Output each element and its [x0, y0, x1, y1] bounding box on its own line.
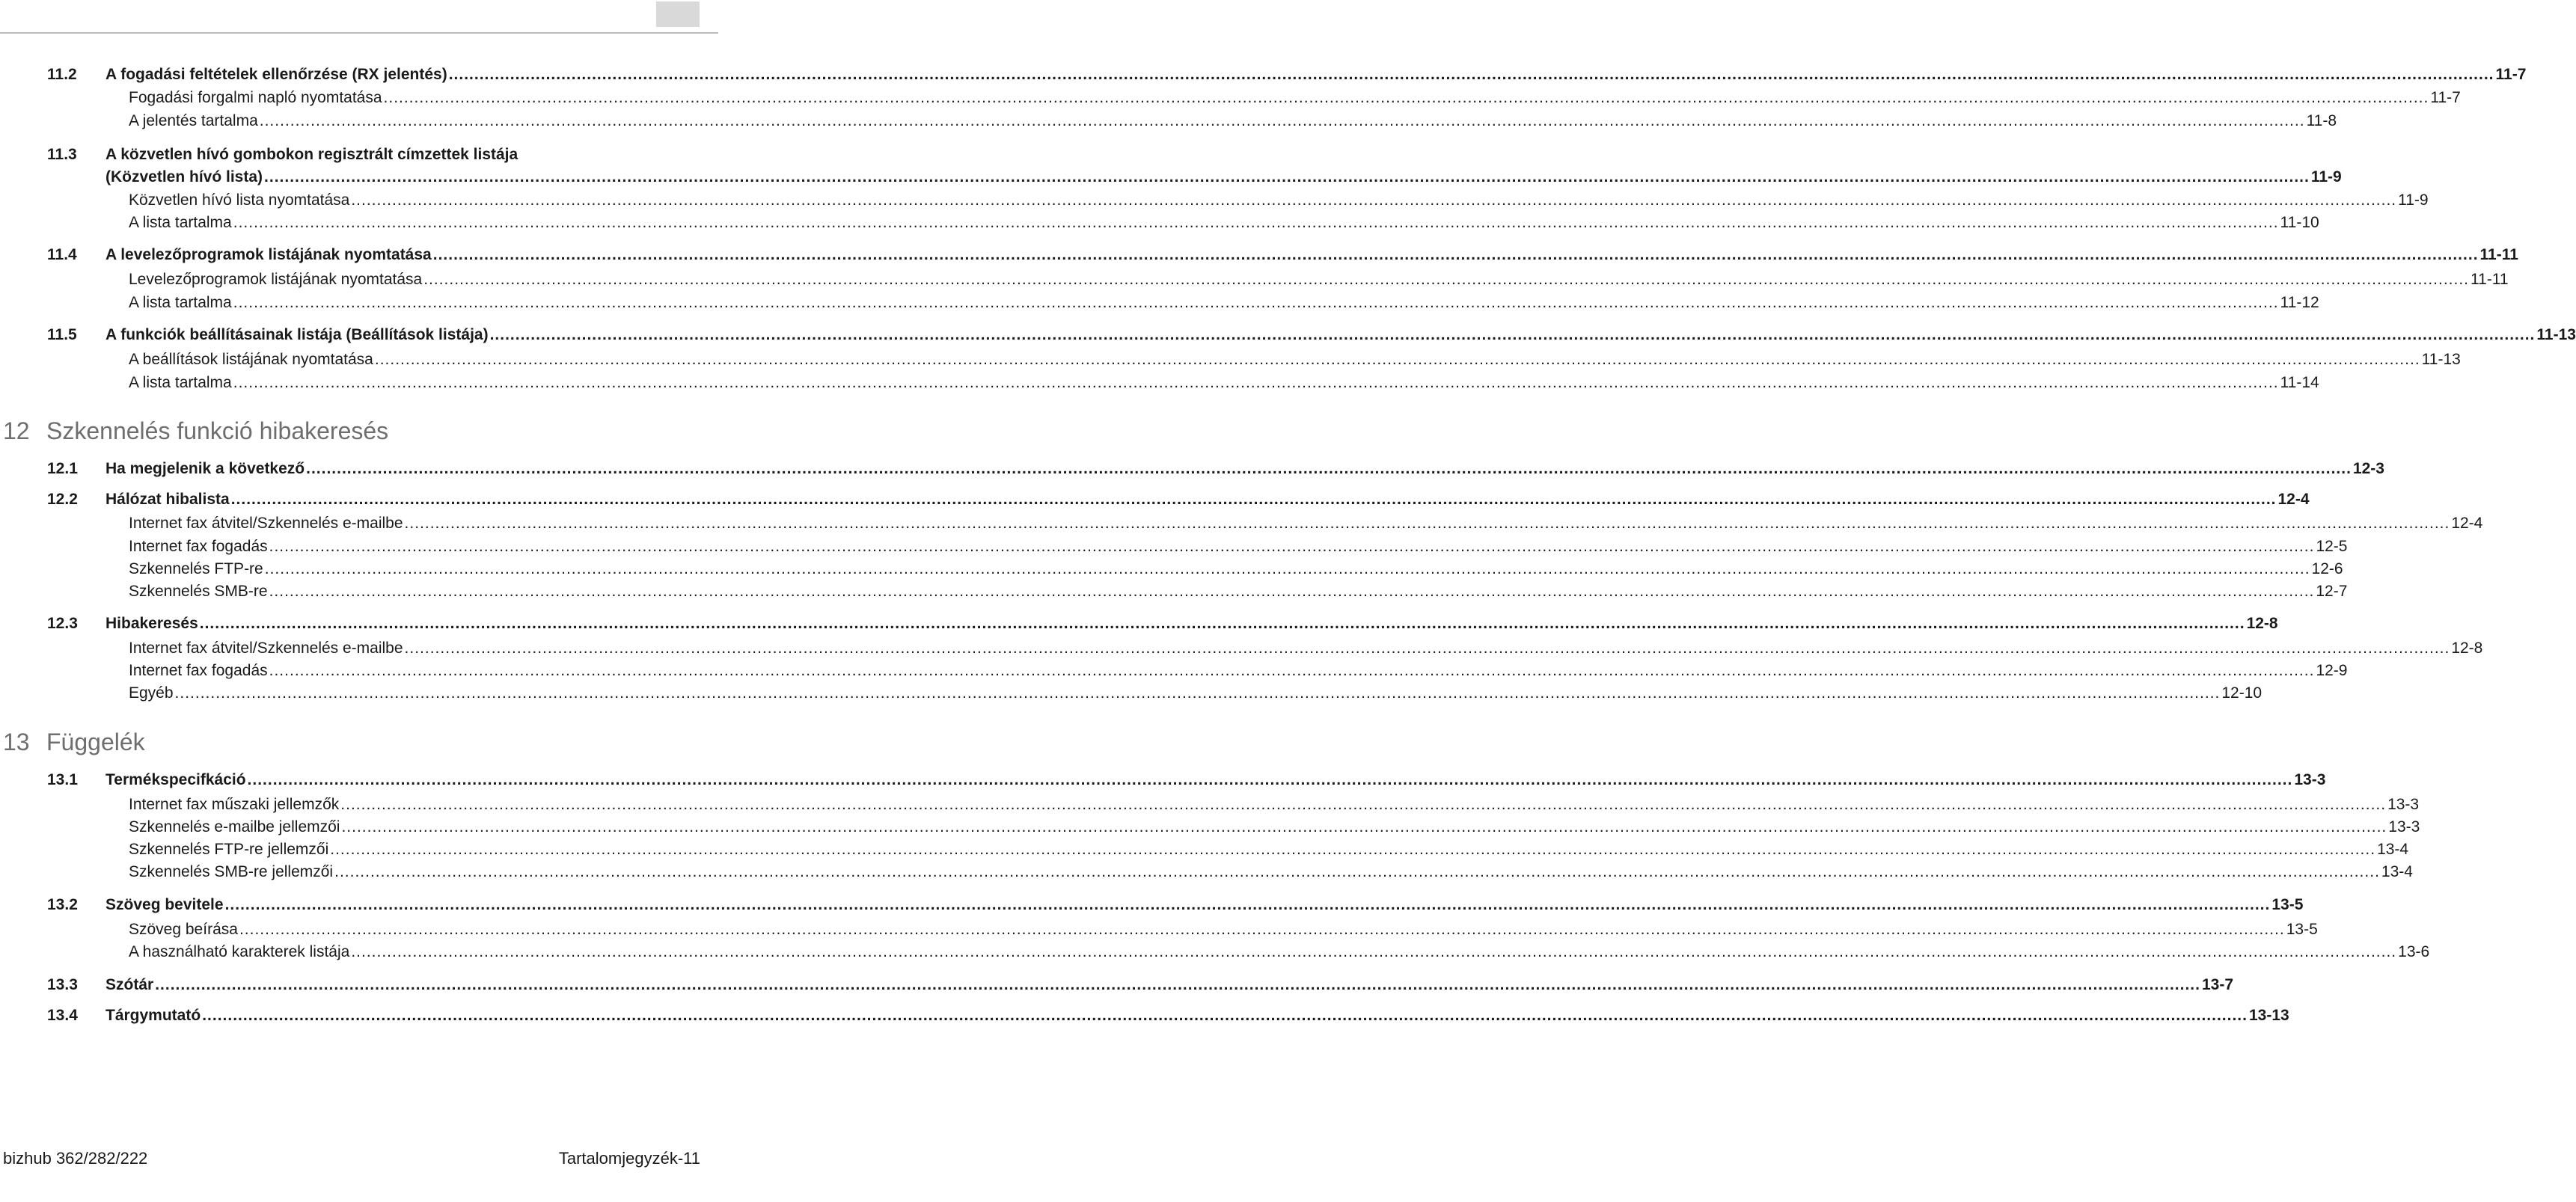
toc-entry-title: A levelezőprogramok listájának nyomtatása: [105, 246, 432, 263]
chapter-heading: [3, 727, 145, 757]
toc-entry-title: Tárgymutató: [105, 1007, 201, 1024]
toc-page-number: 13-6: [2398, 943, 2430, 960]
toc-page-number: 12-7: [2316, 583, 2348, 600]
toc-dot-leader: ................................................................................................................................................................................................................................................................................................................................................................................................................: [259, 112, 2305, 129]
toc-dot-leader: ................................................................................................................................................................................................................................................................................................................................................................................................................: [233, 374, 2279, 391]
toc-page-number: 11-9: [2310, 168, 2342, 185]
toc-section-number: 13.3: [47, 976, 78, 993]
toc-dot-leader: ................................................................................................................................................................................................................................................................................................................................................................................................................: [404, 640, 2450, 657]
toc-subsection-row[interactable]: [0, 839, 2409, 860]
toc-dot-leader: ................................................................................................................................................................................................................................................................................................................................................................................................................: [233, 294, 2279, 311]
chapter-title: Függelék: [46, 729, 145, 755]
toc-entry-title: A használható karakterek listája: [129, 943, 350, 960]
toc-entry-title: Internet fax műszaki jellemzők: [129, 796, 340, 813]
toc-entry-title: Internet fax átvitel/Szkennelés e-mailbe: [129, 515, 403, 532]
toc-subsection-row[interactable]: [0, 683, 2263, 704]
toc-entry-title: (Közvetlen hívó lista): [105, 168, 263, 185]
toc-entry-title: Szótár: [105, 976, 154, 993]
toc-dot-leader: ................................................................................................................................................................................................................................................................................................................................................................................................................: [334, 863, 2380, 880]
toc-dot-leader: ................................................................................................................................................................................................................................................................................................................................................................................................................: [199, 615, 2245, 632]
toc-entry-title: A funkciók beállításainak listája (Beállítások listája): [105, 326, 489, 343]
toc-page-number: 11-9: [2398, 191, 2429, 209]
toc-section-row[interactable]: [0, 770, 2326, 791]
toc-entry-title: A lista tartalma: [129, 294, 232, 311]
toc-dot-leader: ................................................................................................................................................................................................................................................................................................................................................................................................................: [448, 66, 2494, 83]
toc-page-number: 12-4: [2277, 491, 2310, 508]
toc-subsection-row[interactable]: [0, 349, 2461, 370]
toc-section-row[interactable]: [0, 975, 2234, 996]
toc-entry-title: A lista tartalma: [129, 214, 232, 231]
toc-page-number: 11-7: [2430, 89, 2461, 106]
toc-subsection-row[interactable]: [0, 88, 2461, 108]
toc-subsection-row[interactable]: [0, 660, 2348, 681]
toc-dot-leader: ................................................................................................................................................................................................................................................................................................................................................................................................................: [351, 943, 2397, 960]
toc-page-number: 13-4: [2377, 841, 2409, 858]
toc-entry-title: A jelentés tartalma: [129, 112, 258, 129]
toc-entry-title: Internet fax átvitel/Szkennelés e-mailbe: [129, 640, 403, 657]
toc-dot-leader: ................................................................................................................................................................................................................................................................................................................................................................................................................: [174, 684, 2221, 702]
toc-dot-leader: ................................................................................................................................................................................................................................................................................................................................................................................................................: [432, 246, 2479, 263]
toc-page-number: 11-8: [2306, 112, 2337, 129]
toc-subsection-row[interactable]: [0, 862, 2413, 883]
toc-section-row[interactable]: [0, 1005, 2289, 1026]
toc-subsection-row[interactable]: [0, 190, 2429, 211]
toc-section-row[interactable]: [0, 459, 2384, 479]
toc-entry-title: A beállítások listájának nyomtatása: [129, 351, 373, 368]
toc-section-number: 12.3: [47, 615, 78, 632]
toc-page-number: 13-3: [2294, 771, 2326, 788]
toc-page-number: 12-6: [2311, 560, 2343, 577]
toc-section-number: 12.1: [47, 460, 78, 477]
toc-dot-leader: ................................................................................................................................................................................................................................................................................................................................................................................................................: [247, 771, 2293, 788]
toc-subsection-row[interactable]: [0, 111, 2337, 132]
toc-section-number: 11.2: [47, 66, 77, 83]
toc-entry-title: Szkennelés SMB-re: [129, 583, 268, 600]
toc-dot-leader: ................................................................................................................................................................................................................................................................................................................................................................................................................: [233, 214, 2279, 231]
toc-entry-title: Hálózat hibalista: [105, 491, 230, 508]
toc-section-row[interactable]: [0, 64, 2527, 85]
toc-entry-title: A fogadási feltételek ellenőrzése (RX jelentés): [105, 66, 447, 83]
toc-dot-leader: ................................................................................................................................................................................................................................................................................................................................................................................................................: [224, 896, 2271, 913]
toc-page-number: 13-3: [2387, 796, 2420, 813]
chapter-number: 13: [3, 729, 30, 755]
toc-page-number: 12-9: [2316, 662, 2348, 679]
toc-dot-leader: ................................................................................................................................................................................................................................................................................................................................................................................................................: [269, 538, 2315, 555]
toc-subsection-row[interactable]: [0, 292, 2319, 313]
toc-subsection-row[interactable]: [0, 212, 2319, 233]
toc-section-row[interactable]: [0, 613, 2278, 634]
toc-entry-title: Szkennelés FTP-re jellemzői: [129, 841, 329, 858]
toc-dot-leader: ................................................................................................................................................................................................................................................................................................................................................................................................................: [423, 271, 2470, 288]
toc-page-number: 13-4: [2381, 863, 2413, 880]
toc-subsection-row[interactable]: [0, 372, 2319, 393]
toc-section-row[interactable]: [0, 489, 2310, 510]
toc-subsection-row[interactable]: [0, 942, 2430, 963]
toc-dot-leader: ................................................................................................................................................................................................................................................................................................................................................................................................................: [341, 818, 2387, 835]
toc-section-number: 11.4: [47, 246, 77, 263]
toc-page-number: 13-7: [2201, 976, 2234, 993]
toc-page-number: 13-3: [2388, 818, 2420, 835]
toc-dot-leader: ................................................................................................................................................................................................................................................................................................................................................................................................................: [489, 326, 2536, 343]
chapter-heading: [3, 416, 388, 446]
toc-subsection-row[interactable]: [0, 581, 2348, 602]
chapter-number: 12: [3, 417, 30, 444]
toc-page-number: 13-5: [2271, 896, 2304, 913]
toc-section-number: 11.3: [47, 146, 77, 163]
toc-page-number: 11-11: [2471, 271, 2509, 288]
toc-dot-leader: ................................................................................................................................................................................................................................................................................................................................................................................................................: [269, 662, 2315, 679]
toc-subsection-row[interactable]: [0, 817, 2420, 838]
toc-dot-leader: ................................................................................................................................................................................................................................................................................................................................................................................................................: [404, 515, 2450, 532]
toc-dot-leader: ................................................................................................................................................................................................................................................................................................................................................................................................................: [306, 460, 2352, 477]
toc-entry-title: Internet fax fogadás: [129, 662, 268, 679]
toc-page-number: 12-8: [2451, 640, 2483, 657]
toc-entry-title: Szöveg beírása: [129, 921, 238, 938]
toc-subsection-row[interactable]: [0, 919, 2318, 940]
toc-page-number: 11-11: [2479, 246, 2518, 263]
toc-page-number: 11-13: [2536, 326, 2576, 343]
footer-page-label: Tartalomjegyzék-11: [558, 1149, 700, 1168]
toc-entry-title: Egyéb: [129, 684, 174, 702]
toc-page-number: 11-14: [2280, 374, 2319, 391]
toc-dot-leader: ................................................................................................................................................................................................................................................................................................................................................................................................................: [351, 191, 2397, 209]
toc-subsection-row[interactable]: [0, 794, 2420, 815]
toc-entry-title: Termékspecifkáció: [105, 771, 246, 788]
toc-dot-leader: ................................................................................................................................................................................................................................................................................................................................................................................................................: [264, 560, 2310, 577]
toc-section-number: 11.5: [47, 326, 77, 343]
toc-subsection-row[interactable]: [0, 167, 2342, 188]
toc-entry-title: Szkennelés e-mailbe jellemzői: [129, 818, 340, 835]
toc-entry-title: Szkennelés FTP-re: [129, 560, 263, 577]
toc-page-number: 13-13: [2248, 1007, 2289, 1024]
toc-entry-title: A lista tartalma: [129, 374, 232, 391]
toc-page-number: 11-10: [2280, 214, 2319, 231]
toc-entry-title: Szkennelés SMB-re jellemzői: [129, 863, 334, 880]
corner-tab-marker: [656, 1, 700, 27]
toc-page-number: 11-13: [2421, 351, 2461, 368]
toc-entry-title: Levelezőprogramok listájának nyomtatása: [129, 271, 423, 288]
toc-page-number: 12-10: [2221, 684, 2263, 702]
toc-entry-title: Hibakeresés: [105, 615, 198, 632]
toc-page-number: 12-5: [2316, 538, 2348, 555]
toc-dot-leader: ................................................................................................................................................................................................................................................................................................................................................................................................................: [264, 168, 2310, 185]
toc-section-row[interactable]: [0, 245, 2518, 266]
toc-section-row[interactable]: [0, 144, 718, 165]
toc-dot-leader: ................................................................................................................................................................................................................................................................................................................................................................................................................: [269, 583, 2315, 600]
toc-page-number: 11-7: [2495, 66, 2527, 83]
toc-dot-leader: ................................................................................................................................................................................................................................................................................................................................................................................................................: [202, 1007, 2248, 1024]
toc-dot-leader: ................................................................................................................................................................................................................................................................................................................................................................................................................: [374, 351, 2420, 368]
toc-entry-title: Fogadási forgalmi napló nyomtatása: [129, 89, 382, 106]
toc-subsection-row[interactable]: [0, 269, 2509, 290]
toc-dot-leader: ................................................................................................................................................................................................................................................................................................................................................................................................................: [383, 89, 2429, 106]
toc-subsection-row[interactable]: [0, 638, 2483, 659]
toc-section-row[interactable]: [0, 895, 2304, 916]
toc-entry-title: Ha megjelenik a következő: [105, 460, 305, 477]
toc-subsection-row[interactable]: [0, 559, 2343, 580]
chapter-title: Szkennelés funkció hibakeresés: [46, 417, 389, 444]
toc-subsection-row[interactable]: [0, 513, 2483, 534]
toc-page-number: 12-4: [2451, 515, 2483, 532]
toc-page-number: 12-8: [2246, 615, 2278, 632]
footer-model: bizhub 362/282/222: [3, 1149, 148, 1168]
toc-page-number: 11-12: [2280, 294, 2319, 311]
toc-subsection-row[interactable]: [0, 536, 2348, 557]
toc-entry-title: Szöveg bevitele: [105, 896, 224, 913]
toc-dot-leader: ................................................................................................................................................................................................................................................................................................................................................................................................................: [155, 976, 2200, 993]
toc-entry-title: A közvetlen hívó gombokon regisztrált címzettek listája: [105, 146, 518, 163]
toc-section-number: 13.4: [47, 1007, 78, 1024]
toc-dot-leader: ................................................................................................................................................................................................................................................................................................................................................................................................................: [340, 796, 2387, 813]
toc-page-number: 13-5: [2286, 921, 2318, 938]
toc-dot-leader: ................................................................................................................................................................................................................................................................................................................................................................................................................: [330, 841, 2376, 858]
toc-dot-leader: ................................................................................................................................................................................................................................................................................................................................................................................................................: [230, 491, 2277, 508]
toc-dot-leader: ................................................................................................................................................................................................................................................................................................................................................................................................................: [239, 921, 2285, 938]
top-divider: [0, 32, 718, 34]
toc-entry-title: Internet fax fogadás: [129, 538, 268, 555]
toc-section-row[interactable]: [0, 325, 2576, 346]
toc-entry-title: Közvetlen hívó lista nyomtatása: [129, 191, 350, 209]
toc-section-number: 13.2: [47, 896, 78, 913]
toc-section-number: 12.2: [47, 491, 78, 508]
toc-section-number: 13.1: [47, 771, 78, 788]
toc-page-number: 12-3: [2352, 460, 2384, 477]
